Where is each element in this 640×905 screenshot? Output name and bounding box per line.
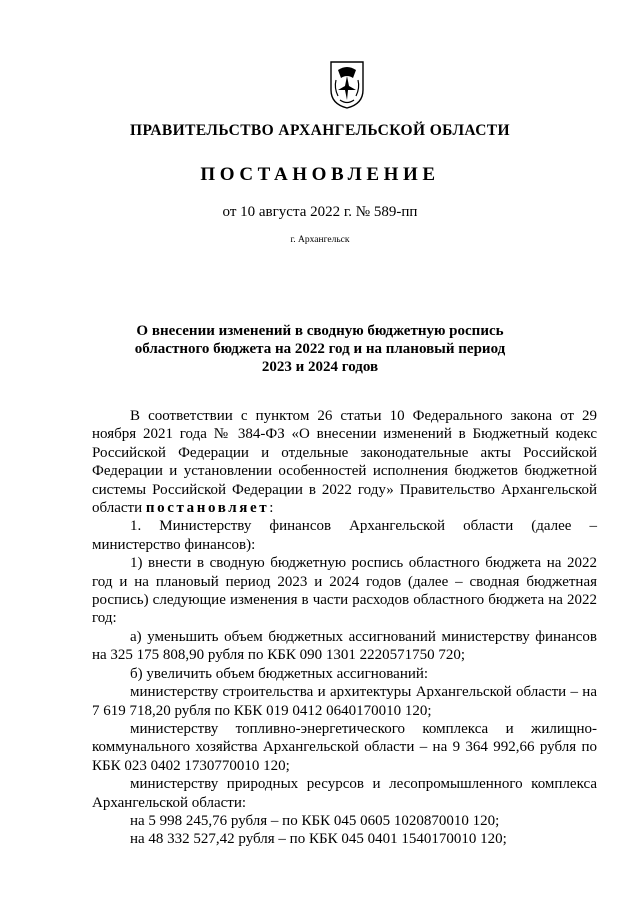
fuel-ministry-paragraph: министерству топливно-энергетического комплекса и жилищно-коммунального хозяйства Архангельской области – на 9 364 992,66 рубля по КБК 023 0402 1730770010 120; bbox=[92, 720, 597, 774]
resolves-colon: : bbox=[269, 500, 274, 517]
document-body bbox=[92, 407, 597, 849]
item-a-paragraph: а) уменьшить объем бюджетных ассигнований министерству финансов на 325 175 808,90 рубля по КБК 090 1301 2220571750 720; bbox=[92, 628, 597, 664]
item-1-1-paragraph: 1) внести в сводную бюджетную роспись областного бюджета на 2022 год и на плановый период 2023 и 2024 годов (далее – сводная бюджетная роспись) следующие изменения в части расходов областного бюджета на 2022 год: bbox=[92, 555, 597, 627]
document-city: г. Архангельск bbox=[290, 235, 350, 245]
title-line-2: областного бюджета на 2022 год и на плановый период bbox=[134, 341, 506, 357]
title-line-1: О внесении изменений в сводную бюджетную роспись bbox=[136, 323, 504, 339]
item-b-paragraph: б) увеличить объем бюджетных ассигнований: bbox=[130, 665, 429, 682]
natural-amount-line-2: на 48 332 527,42 рубля – по КБК 045 0401 1540170010 120; bbox=[130, 831, 507, 848]
resolves-word: постановляет bbox=[145, 500, 270, 517]
government-name: ПРАВИТЕЛЬСТВО АРХАНГЕЛЬСКОЙ ОБЛАСТИ bbox=[129, 122, 510, 139]
document-date-number: от 10 августа 2022 г. № 589-пп bbox=[222, 204, 418, 220]
preamble-paragraph bbox=[92, 407, 597, 517]
document-type: ПОСТАНОВЛЕНИЕ bbox=[200, 164, 440, 185]
construction-ministry-paragraph: министерству строительства и архитектуры Архангельской области – на 7 619 718,20 рубля по КБК 019 0412 0640170010 120; bbox=[92, 684, 597, 719]
item-1-paragraph: 1. Министерству финансов Архангельской области (далее – министерство финансов): bbox=[92, 518, 597, 553]
natural-ministry-paragraph: министерству природных ресурсов и лесопромышленного комплекса Архангельской области: bbox=[92, 776, 597, 811]
preamble-text: В соответствии с пунктом 26 статьи 10 Федерального закона от 29 ноября 2021 года № 384-ФЗ «О внесении изменений в Бюджетный кодекс Российской Федерации и отдельные законодательные акты Российской Федерации и установлении особенностей исполнения бюджетов бюджетной системы Российской Федерации в 2022 году» Правительство Архангельской области bbox=[92, 408, 597, 517]
coat-of-arms-icon bbox=[329, 60, 365, 110]
natural-amount-line-1: на 5 998 245,76 рубля – по КБК 045 0605 1020870010 120; bbox=[130, 812, 500, 829]
document-title bbox=[0, 322, 640, 376]
title-line-3: 2023 и 2024 годов bbox=[261, 359, 379, 375]
